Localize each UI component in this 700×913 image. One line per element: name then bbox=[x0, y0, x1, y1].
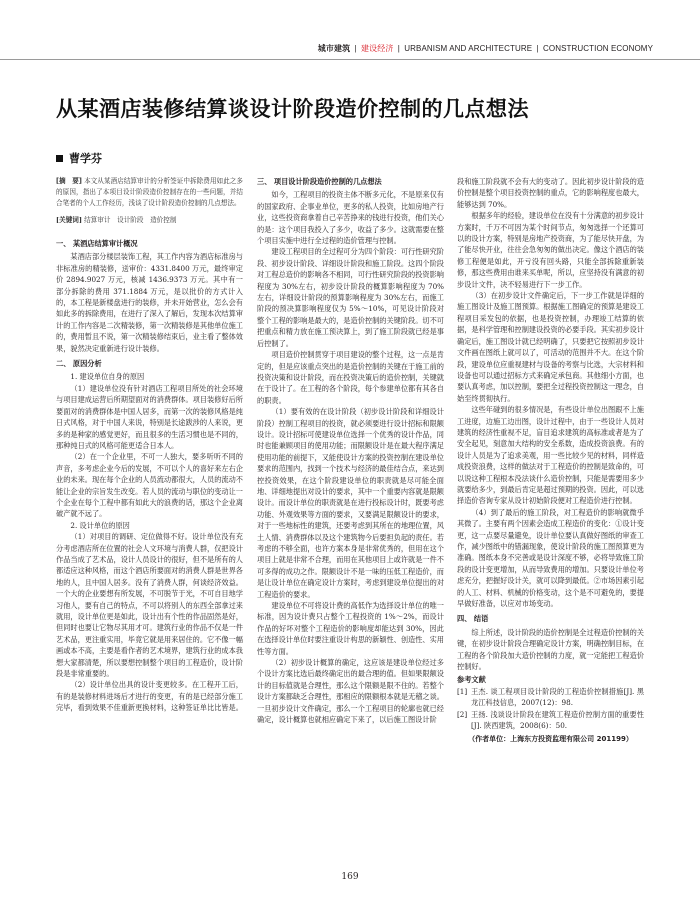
references-title: 参考文献 bbox=[457, 675, 486, 685]
subheading: 1. 建设单位自身的原因 bbox=[70, 372, 145, 382]
abstract-text: 本文从某酒店结算审计的分析签证中拆除费用如此之多的原因，指出了本项目设计阶段造价控制存在的一些问题，并结合笔者的个人工作经历，浅谈了设计阶段造价控制的几点想法。 bbox=[56, 177, 243, 207]
column-1 bbox=[56, 176, 243, 714]
header-text bbox=[318, 43, 653, 54]
header-separator: | bbox=[536, 44, 539, 53]
reference-item bbox=[457, 709, 644, 732]
paragraph: 综上所述，设计阶段的造价控制是全过程造价控制的关键，在初步设计阶段合理确定设计方案，明确控制目标，在工程的各个阶段加大造价控制的力度，就一定能把工程造价控制好。 bbox=[457, 627, 644, 672]
author-line bbox=[56, 150, 102, 166]
header-rule bbox=[0, 59, 700, 60]
author-name: 曹学芬 bbox=[69, 152, 102, 165]
reference-number: [2] bbox=[457, 709, 468, 719]
article-title: 从某酒店装修结算谈设计阶段造价控制的几点想法 bbox=[56, 97, 529, 121]
paragraph: 某酒店部分楼层装饰工程，其工作内容为酒店标准房与非标准房的精装修，送审价：4331.8400 万元，最终审定价 2894.9027 万元，核减 1436.9373 万元。其中有一部分拆除的费用 371.1884 万元，是以批价的方式计入的，本工程是新楼盘进行的装修，并未开始营业，怎么会有如此多的拆除费用，在进行了深入了解后，发现本次结算审计的工作内容是二次精装修，第一次精装修是其他单位施工的，费用暂且不说，第一次精装修结束后，业主看了整体效果，貌然决定重新进行设计装修。 bbox=[56, 252, 243, 353]
section-heading: 二、 原因分析 bbox=[56, 359, 102, 369]
page-header bbox=[0, 43, 700, 57]
reference-text: 王扬. 浅谈设计阶段在建筑工程造价控制方面的重要性[J]. 陕西建筑，2008(6)：50. bbox=[471, 709, 644, 731]
header-en-sub: CONSTRUCTION ECONOMY bbox=[543, 44, 653, 53]
paragraph: 根据多年的经验，建设单位在没有十分满意的初步设计方案时，千万不可因为某个时间节点，匆匆选择一个还算可以的设计方案，特别是房地产投资商，为了能尽快开盘，为了能尽快开业，往往会急匆匆的做出决定。像这个酒店的装修工程便是如此，开亏没有回头路，只能全部拆除重新装修，那这些费用由谁来买单呢，所以，应坚持没有满意的初步设计文件，决不轻易进行下一步工作。 bbox=[457, 211, 644, 289]
paragraph: （1）建设单位没有针对酒店工程项目所处的社会环境与项目建成运营后所期望面对的消费群体。项目装修好后所要面对的消费群体是中国人居多，而第一次的装修风格是纯日式风格，对于中国人来说，特别是长途跋涉的人来说，更多的是种家的感觉更好，而且很多的生活习惯也是不同的，那种纯日式的风格可能更适合日本人。 bbox=[56, 383, 243, 450]
page-number: 169 bbox=[341, 872, 359, 882]
reference-text: 王杰. 谈工程项目设计阶段的工程造价控制措施[J]. 黑龙江科技信息，2007(12)：98. bbox=[471, 686, 644, 708]
section-heading: 三、 项目设计阶段造价控制的几点想法 bbox=[257, 177, 382, 186]
paragraph: （2）设计单位出具的设计变更较多。在工程开工后，有的是装修材料进场后才进行的变更，有的是已经部分施工完毕，看到效果不佳重新更换材料，这种签证单比比皆是。 bbox=[56, 680, 243, 713]
reference-number: [1] bbox=[457, 686, 468, 696]
section-heading: 四、 结语 bbox=[457, 614, 489, 624]
author-affiliation: （作者单位：上海东方投资监理有限公司 201199） bbox=[468, 734, 633, 743]
paragraph: （1）要有效的在设计阶段（初步设计阶段和详细设计阶段）控制工程项目的投资，就必须要进行设计招标和限额设计。设计招标可使建设单位选择一个优秀的设计作品，同时也能兼顾项目的使用功能；而限额设计是在最大程序满足使用功能的前提下，又能使设计方案的投资控制在建设单位要求的范围内，找到一个技术与经济的最佳结合点，来达到控投资效果，在这个阶段建设单位的职责就是尽可能全面地、详细地提出对设计的要求，其中一个重要内容就是限额设计。而设计单位的职责就是在进行投标设计时，既要考虑功能、外观效果等方面的要求，又要满足限额设计的要求，对于一些地标性的建筑，还要考虑到其所在的地理位置，风土人情、消费群体以及这个建筑物今后要担负起的责任。若考虑的不够全面，也许方案本身是非常优秀的，但用在这个项目上就是非常不合理，而用在其他项目上或许就是一件不可多得的成功之作。限额设计不是一味的压低工程造价，而是让设计单位在确定设计方案时，考虑到建设单位提出的对工程造价的要求。 bbox=[257, 407, 444, 599]
abstract-label: [摘 要] bbox=[56, 177, 82, 185]
header-separator: | bbox=[397, 44, 400, 53]
paragraph: 建设单位不可将设计费的高低作为选择设计单位的唯一标准，因为设计费只占整个工程投资的 1%～2%，而设计作品的好坏对整个工程造价的影响度却能达到 30%，因此在选择设计单位时要注重设计构思的新颖性、创造性、实用性等方面。 bbox=[257, 601, 444, 656]
paragraph: 这些年碰到的很多情况是，有些设计单位出图跟不上施工进度，边施工边出图，设计过程中，由于一些设计人员对建筑的经济性重视不足，盲目追求建筑的高标准或者是为了安全起见，刻意加大结构的安全系数，造成投资浪费。有的设计人员是为了追求美观，用一些比较少见的材料，同样造成投资浪费，这样的做法对于工程造价的控制是致命的，可以说这种工程根本没法谈什么造价控制，只能是需要用多少就要给多少，到最后肯定是超过预期的投资。因此，可以选择造价咨询专家从设计初始阶段便对工程造价进行控制。 bbox=[457, 405, 644, 506]
column-2 bbox=[257, 176, 444, 726]
paragraph: 段和施工阶段就不会有大的变动了。因此初步设计阶段的造价控制是整个项目投资控制的重点，它的影响程度也最大，能够达到 70%。 bbox=[457, 177, 644, 209]
keywords bbox=[56, 215, 243, 226]
paragraph: 如今，工程项目的投资主体不断多元化，不是原来仅有的国家政府、企事业单位，更多的私人投资，比如房地产行业，这些投资商拿着自己辛苦挣来的钱进行投资，他们关心的是：这个项目我投入了多少，收益了多少。这就需要在整个项目实施中进行全过程的造价管理与控制。 bbox=[257, 190, 444, 246]
square-bullet-icon bbox=[56, 155, 63, 162]
abstract bbox=[56, 176, 243, 209]
paragraph: （3）在初步设计文件确定后，下一步工作就是详细的施工图设计及施工图预算。根据施工图确定的预算是建设工程项目采发包的依据，也是投资控制，办理竣工结算的依据，是科学管理和控制建设投资的必要手段。其实初步设计确定后，施工图设计就已经明确了，只要把它按照初步设计文件画在图纸上就可以了，可活动的范围并不大。在这个阶段，建设单位应重视建材与设备的考察与比选，大宗材料和设备也可以通过招标方式来确定承包商。其他细小方面，也要认真考虑，加以控制，要把全过程投资控制这一理念，自始至终贯彻执行。 bbox=[457, 291, 644, 403]
keywords-label: [关键词] bbox=[56, 216, 83, 224]
column-3 bbox=[457, 176, 644, 745]
paragraph: 建设工程项目的全过程可分为四个阶段：可行性研究阶段、初步设计阶段、详细设计阶段和施工阶段。这四个阶段对工程总造价的影响各不相同，可行性研究阶段的投资影响程度为 30%左右，初步设计阶段的概算影响程度为 70%左右，详细设计阶段的预算影响程度为 30%左右，而施工阶段的预决算影响程度仅为 5%～10%，可见设计阶段对整个工程的影响是最大的，是造价控制的关键阶段。切不可把重点和精力放在施工预决算上，到了施工阶段就已经是事后控制了。 bbox=[257, 247, 444, 348]
paragraph: （1）对项目的调研、定位做得不好。设计单位没有充分考虑酒店所在位置的社会人文环境与消费人群，仅把设计作品当成了艺术品，设计人员设计的很好，但不是所有的人都适应这种风格，而这个酒店所要面对的消费人群是世界各地的人，且中国人居多。没有了消费人群，何谈经济效益。一个大的企业要想有所发展，不可脱节于光，不可自目地学习他人，要有自己的特点，不可以将别人的东西全部拿过来就用，设计单位更是如此，设计出有个性的作品固然是好，但同时也要让它物尽其用才可。建筑行业的作品不仅是一件艺术品，更注重实用，毕竟它就是用来居住的。它不像一幅画或本不高，主要是看作者的艺术境界，建筑行业的成本我想大家都清楚，所以要想控制整个项目的工程造价，设计阶段是非常重要的。 bbox=[56, 532, 243, 679]
paragraph: （2）在一个企业里，不可一人独大，要多听听不同的声音，多考虑企业今后的发展，不可以个人的喜好来左右企业的未来。现在每个企业的人员流动都很大，人员的流动不能让企业的宗旨发生改变。若人员的流动与职位的变动让一个企业在每个工程中都有如此大的浪费的话，那这个企业离破产就不远了。 bbox=[56, 452, 243, 519]
section-heading: 一、 某酒店结算审计概况 bbox=[56, 239, 138, 248]
header-sub-label: 建设经济 bbox=[361, 44, 394, 53]
paragraph: （2）初步设计概算的确定，这应该是建设单位经过多个设计方案比选后最终确定出的最合理的值。但如果限额设计的目标值就是合理性，那么这个限额是限不住的。若整个设计方案都缺乏合理性，那相应的限额根本就是无稽之谈。一旦初步设计文件确定，那么一个工程项目的轮廓也就已经确定，设计概算也就相应确定下来了，以后施工图设计阶 bbox=[257, 658, 444, 725]
reference-item bbox=[457, 686, 644, 709]
paragraph: （4）到了最后的施工阶段，对工程造价的影响就微乎其微了。主要有两个因素会造成工程造价的变化：①设计变更，这一点要尽量避免，设计单位要认真做好图纸的审查工作，减少图纸中的错漏现象，使设计阶段的施工图预算更为准确。图纸本身不完善或是设计深度不够，必将导致施工阶段的设计变更增加，从而导致费用的增加。只要设计单位考虑充分，把握好设计关，就可以降到最低。②市场因素引起的人工、材料、机械的价格变动，这个是不可避免的，要提早做好准备，以应对市场变动。 bbox=[457, 507, 644, 609]
header-cn-label: 城市建筑 bbox=[317, 44, 351, 53]
subheading: 2. 设计单位的原因 bbox=[70, 520, 130, 530]
keywords-text: 结算审计 设计阶段 造价控制 bbox=[82, 216, 177, 224]
header-en-label: URBANISM AND ARCHITECTURE bbox=[404, 44, 533, 53]
paragraph: 项目造价控制贯穿于项目建设的整个过程，这一点是肯定的，但是应该重点突出的是造价控制的关键在于施工前的投资决策和设计阶段，而在投资决策后的造价控制，关键就在于设计了。在工程的各个阶段，每个参建单位都有其各自的职责。 bbox=[257, 350, 444, 405]
header-separator: | bbox=[354, 44, 357, 53]
